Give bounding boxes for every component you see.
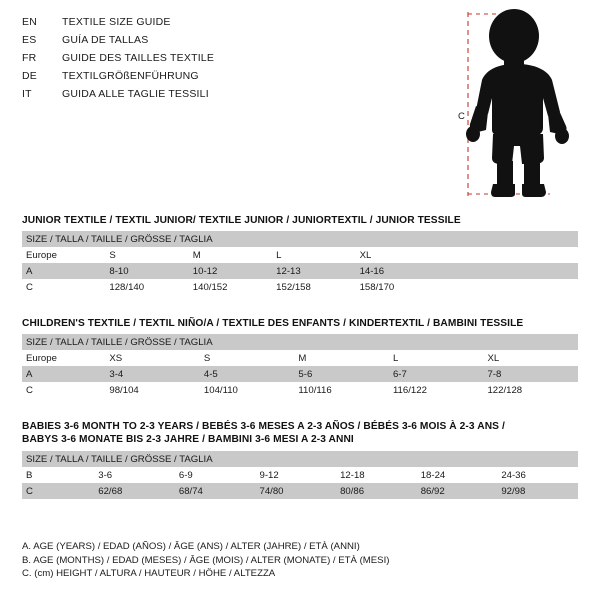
cell: 7-8 <box>483 366 578 382</box>
table-header-row <box>22 451 578 467</box>
cell: 110/116 <box>298 384 332 396</box>
row-label: Europe <box>26 249 57 261</box>
language-code: EN <box>22 16 37 28</box>
language-title: GUIDE DES TAILLES TEXTILE <box>62 52 215 64</box>
row-label: B <box>26 469 33 481</box>
language-row <box>22 85 322 103</box>
section-title: JUNIOR TEXTILE / TEXTIL JUNIOR/ TEXTILE JUNIOR / JUNIORTEXTIL / JUNIOR TESSILE <box>22 215 461 226</box>
row-label: Europe <box>26 352 57 364</box>
cell: S <box>203 352 211 364</box>
cell: 86/92 <box>417 483 498 499</box>
legend-note-c: C. (cm) HEIGHT / ALTURA / HAUTEUR / HÖHE / ALTEZZA <box>22 568 276 579</box>
section-title: CHILDREN'S TEXTILE / TEXTIL NIÑO/A / TEXTILE DES ENFANTS / KINDERTEXTIL / BAMBINI TESSILE <box>22 318 524 329</box>
legend-notes <box>22 540 578 581</box>
language-code: DE <box>22 70 37 82</box>
cell: 18-24 <box>420 469 446 481</box>
table-row <box>22 279 578 295</box>
cell: 8-10 <box>105 263 188 279</box>
section-babies-textile <box>22 420 578 499</box>
silhouette-svg <box>440 6 590 206</box>
row-label: C <box>26 384 33 396</box>
cell: M <box>298 352 307 364</box>
language-row <box>22 67 322 85</box>
cell: 116/122 <box>392 384 427 396</box>
language-title: TEXTILE SIZE GUIDE <box>62 16 171 28</box>
cell: S <box>109 249 116 261</box>
section-junior-textile <box>22 215 578 295</box>
cell: 4-5 <box>200 366 295 382</box>
section-title <box>22 420 578 446</box>
cell: M <box>192 249 201 261</box>
table-row <box>22 366 578 382</box>
language-header <box>22 13 322 103</box>
cell: 158/170 <box>359 281 395 293</box>
row-label: A <box>22 366 105 382</box>
cell: XL <box>487 352 500 364</box>
table-row <box>22 263 578 279</box>
table-row <box>22 483 578 499</box>
language-title: GUÍA DE TALLAS <box>62 34 149 46</box>
section-childrens-textile <box>22 318 578 398</box>
language-row <box>22 13 322 31</box>
cell: 6-7 <box>389 366 484 382</box>
babies-size-table <box>22 451 578 499</box>
row-label: C <box>22 483 94 499</box>
cell: 14-16 <box>356 263 439 279</box>
cell: L <box>392 352 399 364</box>
cell: 3-6 <box>98 469 113 481</box>
cell: 5-6 <box>294 366 389 382</box>
language-title: TEXTILGRÖßENFÜHRUNG <box>62 70 199 82</box>
cell: 128/140 <box>109 281 145 293</box>
cell-empty <box>439 263 578 279</box>
junior-size-table <box>22 231 578 295</box>
cell-empty <box>439 247 578 263</box>
cell: 104/110 <box>203 384 238 396</box>
row-label: C <box>26 281 33 293</box>
table-header-row <box>22 231 578 247</box>
cell: 9-12 <box>259 469 279 481</box>
cell: 10-12 <box>189 263 272 279</box>
cell: L <box>276 249 282 261</box>
section-title-line1: BABIES 3-6 MONTH TO 2-3 YEARS / BEBÉS 3-6 MESES A 2-3 AÑOS / BÉBÉS 3-6 MOIS À 2-3 ANS / <box>22 421 505 432</box>
cell: 140/152 <box>192 281 228 293</box>
child-body-silhouette <box>466 9 569 197</box>
section-title-line2: BABYS 3-6 MONATE BIS 2-3 JAHRE / BAMBINI 3-6 MESI A 2-3 ANNI <box>22 434 354 445</box>
cell: 80/86 <box>336 483 417 499</box>
cell: 12-18 <box>340 469 365 481</box>
language-title: GUIDA ALLE TAGLIE TESSILI <box>62 88 209 100</box>
row-label: A <box>22 263 105 279</box>
language-code: ES <box>22 34 37 46</box>
cell: 74/80 <box>255 483 336 499</box>
table-row <box>22 350 578 366</box>
size-header-label: SIZE / TALLA / TAILLE / GRÖSSE / TAGLIA <box>22 231 578 247</box>
table-row <box>22 467 578 483</box>
children-size-table <box>22 334 578 398</box>
table-header-row <box>22 334 578 350</box>
table-row <box>22 382 578 398</box>
cell: 92/98 <box>497 483 578 499</box>
cell: 98/104 <box>109 384 139 396</box>
cell: 24-36 <box>501 469 526 481</box>
cell: 12-13 <box>272 263 355 279</box>
legend-note-b: B. AGE (MONTHS) / EDAD (MESES) / ÂGE (MOIS) / ALTER (MONATE) / ETÀ (MESI) <box>22 554 390 566</box>
cell: 122/128 <box>487 384 523 396</box>
child-silhouette-figure <box>440 6 590 201</box>
cell: 152/158 <box>276 281 311 293</box>
cell: 6-9 <box>178 469 193 481</box>
language-code: IT <box>22 88 32 100</box>
cell: 68/74 <box>175 483 256 499</box>
language-row <box>22 49 322 67</box>
size-header-label: SIZE / TALLA / TAILLE / GRÖSSE / TAGLIA <box>22 334 578 350</box>
cell: 62/68 <box>94 483 175 499</box>
cell: XL <box>359 249 372 261</box>
language-row <box>22 31 322 49</box>
height-label-c: C <box>458 111 465 122</box>
language-code: FR <box>22 52 37 64</box>
cell-empty <box>439 279 578 295</box>
legend-note-a: A. AGE (YEARS) / EDAD (AÑOS) / ÂGE (ANS) / ALTER (JAHRE) / ETÀ (ANNI) <box>22 541 360 552</box>
table-row <box>22 247 578 263</box>
cell: XS <box>109 352 123 364</box>
size-header-label: SIZE / TALLA / TAILLE / GRÖSSE / TAGLIA <box>22 451 578 467</box>
cell: 3-4 <box>105 366 200 382</box>
